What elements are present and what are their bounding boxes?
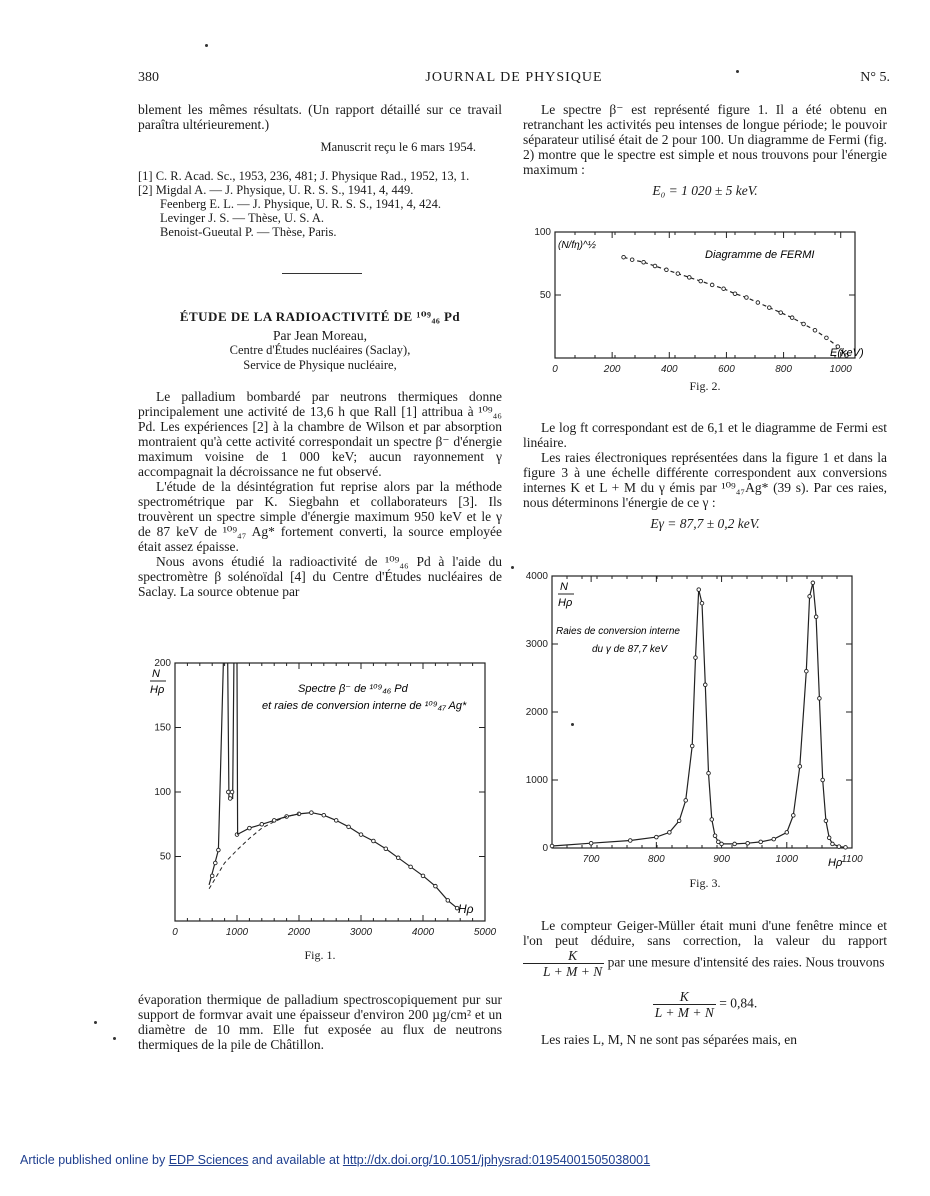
data-point — [446, 899, 450, 903]
data-point — [837, 845, 841, 849]
y-tick-label: 100 — [154, 787, 171, 798]
data-point — [653, 264, 657, 268]
x-tick-label: 0 — [552, 364, 558, 374]
data-point — [745, 296, 749, 300]
data-point — [668, 831, 672, 835]
x-tick-label: 400 — [660, 364, 678, 374]
y-tick-label: 3000 — [525, 639, 548, 650]
data-point — [700, 601, 704, 605]
fraction-denominator: L + M + N — [654, 1005, 714, 1020]
data-point — [699, 279, 703, 283]
data-point — [210, 874, 214, 878]
data-point — [248, 826, 252, 830]
x-tick-label: 600 — [718, 364, 735, 374]
data-point — [792, 814, 796, 818]
data-point — [697, 588, 701, 592]
footer-text-2: and available at — [248, 1153, 343, 1167]
data-point — [359, 833, 363, 837]
y-label-top: N — [560, 581, 568, 593]
data-point — [756, 301, 760, 305]
affiliation-1: Centre d'Études nucléaires (Saclay), — [229, 343, 411, 357]
fraction-numerator: K — [653, 989, 716, 1005]
reference-2c: Levinger J. S. — Thèse, U. S. A. — [160, 211, 324, 225]
fraction-numerator: K — [523, 948, 604, 964]
x-axis-label: Hρ — [828, 857, 843, 869]
figure-3-chart — [520, 566, 890, 871]
data-point — [227, 790, 231, 794]
x-tick-label: 1000 — [829, 364, 852, 374]
reference-2d: Benoist-Gueutal P. — Thèse, Paris. — [160, 225, 337, 239]
data-point — [713, 834, 717, 838]
data-point — [421, 874, 425, 878]
data-point — [779, 311, 783, 315]
data-point — [347, 825, 351, 829]
x-tick-label: 200 — [603, 364, 621, 374]
data-point — [396, 856, 400, 860]
data-point — [260, 822, 264, 826]
data-point — [824, 819, 828, 823]
data-point — [384, 847, 388, 851]
data-point — [808, 595, 812, 599]
paragraph-r3: Les raies électroniques représentées dans la figure 1 et dans la figure 3 à une échelle différente correspondent aux conversions internes K et L + M du γ émis par ¹⁰⁹₄₇Ag* (39 s). Par ces raies, nous déterminons l'énergie de ce γ : — [523, 450, 887, 510]
data-point — [217, 848, 221, 852]
data-point — [825, 336, 829, 340]
right-column-top — [523, 102, 887, 198]
equation-egamma: Eγ = 87,7 ± 0,2 keV. — [650, 516, 760, 531]
article-title: ÉTUDE DE LA RADIOACTIVITÉ DE ¹⁰⁹₄₆ Pd — [179, 309, 461, 324]
reference-1: [1] C. R. Acad. Sc., 1953, 236, 481; J. Physique Rad., 1952, 13, 1. — [138, 169, 470, 183]
figure-1-caption: Fig. 1. — [304, 948, 336, 962]
data-point — [759, 840, 763, 844]
ratio-value: = 0,84. — [719, 995, 758, 1011]
data-point — [550, 844, 554, 848]
equation-ratio — [523, 989, 887, 1020]
data-point — [722, 287, 726, 291]
y-tick-label: 100 — [534, 227, 551, 238]
x-tick-label: 2000 — [287, 927, 311, 938]
affiliation-2: Service de Physique nucléaire, — [243, 358, 397, 372]
y-tick-label: 50 — [539, 290, 551, 301]
paragraph-r5: Les raies L, M, N ne sont pas séparées mais, en — [541, 1032, 798, 1047]
x-axis-label: E(keV) — [830, 347, 864, 359]
figure-2-caption: Fig. 2. — [689, 379, 721, 393]
data-point — [322, 813, 326, 817]
figure-2-chart — [530, 222, 890, 374]
equation-e0: E₀ = 1 020 ± 5 keV. — [652, 183, 758, 198]
x-tick-label: 800 — [648, 854, 665, 865]
left-column-top — [138, 102, 502, 239]
x-tick-label: 700 — [582, 854, 600, 865]
y-tick-label: 0 — [542, 843, 548, 854]
data-point — [409, 865, 413, 869]
data-point — [642, 260, 646, 264]
data-point — [710, 283, 714, 287]
data-point — [772, 837, 776, 841]
separator-rule — [282, 273, 362, 274]
figure-3-caption: Fig. 3. — [689, 876, 721, 890]
data-point — [655, 835, 659, 839]
edp-sciences-link[interactable]: EDP Sciences — [168, 1153, 249, 1167]
scan-speck — [205, 44, 208, 47]
fraction-denominator: L + M + N — [543, 964, 603, 979]
data-point — [814, 615, 818, 619]
data-point — [677, 819, 681, 823]
chart-annotation-1: Raies de conversion interne — [556, 626, 680, 637]
data-point — [690, 744, 694, 748]
ratio-fraction — [653, 989, 716, 1020]
page-number: 380 — [138, 70, 159, 85]
data-point — [813, 328, 817, 332]
data-point — [805, 669, 809, 673]
reference-2: [2] Migdal A. — J. Physique, U. R. S. S., 1941, 4, 449. — [138, 183, 414, 197]
paragraph-r2: Le log ft correspondant est de 6,1 et le diagramme de Fermi est linéaire. — [523, 420, 887, 450]
figure-1-chart — [140, 655, 510, 940]
data-point — [214, 861, 218, 865]
y-axis-label: (N/fη)^½ — [558, 240, 597, 251]
x-tick-label: 800 — [775, 364, 792, 374]
scan-speck — [94, 1021, 97, 1024]
paragraph-r4 — [523, 918, 887, 979]
scan-speck — [736, 70, 739, 73]
page-header — [138, 70, 890, 90]
data-point — [798, 765, 802, 769]
conversion-line-spike — [209, 663, 238, 885]
chart-annotation-2: du γ de 87,7 keV — [592, 644, 668, 655]
data-point — [684, 799, 688, 803]
data-point — [628, 839, 632, 843]
data-point — [746, 841, 750, 845]
manuscript-date: Manuscrit reçu le 6 mars 1954. — [320, 140, 476, 154]
paragraph-4: évaporation thermique de palladium spectroscopiquement pur sur support de formvar avait une épaisseur d'environ 200 µg/cm² et un diamètre de 10 mm. Elle fut exposée au flux de neutrons thermiques de la pile de Châtillon. — [138, 992, 502, 1052]
chart-annotation-1: Spectre β⁻ de ¹⁰⁹₄₆ Pd — [298, 683, 408, 695]
data-point — [310, 811, 314, 815]
footer-notice — [20, 1153, 650, 1167]
data-point — [589, 841, 593, 845]
y-tick-label: 200 — [154, 658, 171, 669]
y-label-bottom: Hρ — [558, 597, 573, 609]
right-column-mid — [523, 420, 887, 531]
scan-speck — [511, 566, 514, 569]
x-tick-label: 1000 — [225, 927, 249, 938]
reference-2b: Feenberg E. L. — J. Physique, U. R. S. S., 1941, 4, 424. — [160, 197, 442, 211]
data-point — [687, 276, 691, 280]
x-tick-label: 4000 — [411, 927, 435, 938]
data-point — [372, 839, 376, 843]
data-point — [622, 255, 626, 259]
y-label-bottom: Hρ — [150, 684, 165, 696]
data-point — [630, 258, 634, 262]
data-point — [703, 683, 707, 687]
left-column-bottom — [138, 992, 502, 1052]
left-column-body — [138, 389, 502, 599]
data-point — [844, 846, 848, 850]
data-point — [831, 842, 835, 846]
data-point — [665, 268, 669, 272]
right-column-bottom — [523, 918, 887, 1047]
data-point — [710, 818, 714, 822]
y-label-top: N — [152, 668, 160, 680]
data-point — [821, 778, 825, 782]
y-tick-label: 50 — [159, 851, 171, 863]
paragraph-r1: Le spectre β⁻ est représenté figure 1. Il a été obtenu en retranchant les activités peu intenses de longue période; le pouvoir séparateur utilisé était de 2 pour 100. Un diagramme de Fermi (fig. 2) montre que le spectre est simple et nous trouvons pour l'énergie maximum : — [523, 102, 887, 177]
x-tick-label: 1000 — [775, 854, 798, 865]
data-point — [694, 656, 698, 660]
article-author: Par Jean Moreau, — [272, 328, 368, 343]
paragraph-continued: blement les mêmes résultats. (Un rapport détaillé sur ce travail paraîtra ultérieurement.) — [138, 102, 502, 132]
x-tick-label: 900 — [713, 854, 730, 865]
paragraph-2: L'étude de la désintégration fut reprise alors par la méthode spectrométrique par K. Siegbahn et collaborateurs [3]. Ils trouvèrent un spectre simple d'énergie maximum 950 keV et le γ de 87 keV de ¹⁰⁹₄₇ Ag* fortement converti, la source employée était assez épaisse. — [138, 479, 502, 554]
x-tick-label: 0 — [172, 927, 178, 938]
data-point — [235, 833, 239, 837]
data-point — [334, 819, 338, 823]
data-point — [733, 292, 737, 296]
ratio-fraction-inline — [523, 948, 604, 979]
data-point — [720, 842, 724, 846]
data-point — [767, 306, 771, 310]
paragraph-3: Nous avons étudié la radioactivité de ¹⁰⁹₄₆ Pd à l'aide du spectromètre β solénoïdal [4] du Centre d'Études nucléaires de Saclay. La source obtenue par — [138, 554, 502, 599]
data-point — [790, 316, 794, 320]
paragraph-r4-text-b: par une mesure d'intensité des raies. Nous trouvons — [607, 954, 885, 970]
issue-number: N° 5. — [860, 70, 890, 85]
data-point — [785, 831, 789, 835]
x-tick-label: 5000 — [473, 927, 497, 938]
references — [138, 169, 502, 239]
doi-link[interactable]: http://dx.doi.org/10.1051/jphysrad:01954001505038001 — [342, 1153, 651, 1167]
y-tick-label: 2000 — [525, 707, 548, 718]
chart-annotation: Diagramme de FERMI — [705, 249, 815, 261]
x-axis-label: Hρ — [458, 902, 474, 916]
data-point — [230, 790, 234, 794]
chart-annotation-2: et raies de conversion interne de ¹⁰⁹₄₇ Ag* — [262, 700, 467, 712]
y-tick-label: 4000 — [525, 571, 548, 582]
data-point — [827, 836, 831, 840]
x-tick-label: 1100 — [841, 854, 863, 865]
data-point — [802, 322, 806, 326]
data-point — [228, 797, 232, 801]
paragraph-r4-text-a: Le compteur Geiger-Müller était muni d'une fenêtre mince et l'on peut déduire, sans correction, la valeur du rapport — [523, 918, 887, 948]
data-point — [818, 697, 822, 701]
y-tick-label: 150 — [154, 722, 171, 734]
data-point — [811, 581, 815, 585]
article-heading — [138, 309, 502, 373]
data-point — [272, 819, 276, 823]
data-point — [434, 884, 438, 888]
data-point — [707, 771, 711, 775]
series-line — [552, 583, 846, 848]
journal-title: JOURNAL DE PHYSIQUE — [425, 70, 603, 85]
spectrum-baseline — [209, 814, 299, 889]
scan-speck — [113, 1037, 116, 1040]
paragraph-1: Le palladium bombardé par neutrons thermiques donne principalement une activité de 13,6 h que Rall [1] attribua à ¹⁰⁹₄₆ Pd. Les expériences [2] à la chambre de Wilson et par absorption montraient qu'à cette activité correspondait un spectre β⁻ d'énergie maximum voisine de 1 000 keV; aucun rayonnement γ accompagnait la décroissance ne fut observé. — [138, 389, 502, 479]
y-tick-label: 1000 — [525, 775, 548, 786]
data-point — [733, 842, 737, 846]
series-line — [624, 257, 847, 355]
x-tick-label: 3000 — [349, 927, 373, 938]
data-point — [676, 272, 680, 276]
footer-text-1: Article published online by — [20, 1153, 169, 1167]
